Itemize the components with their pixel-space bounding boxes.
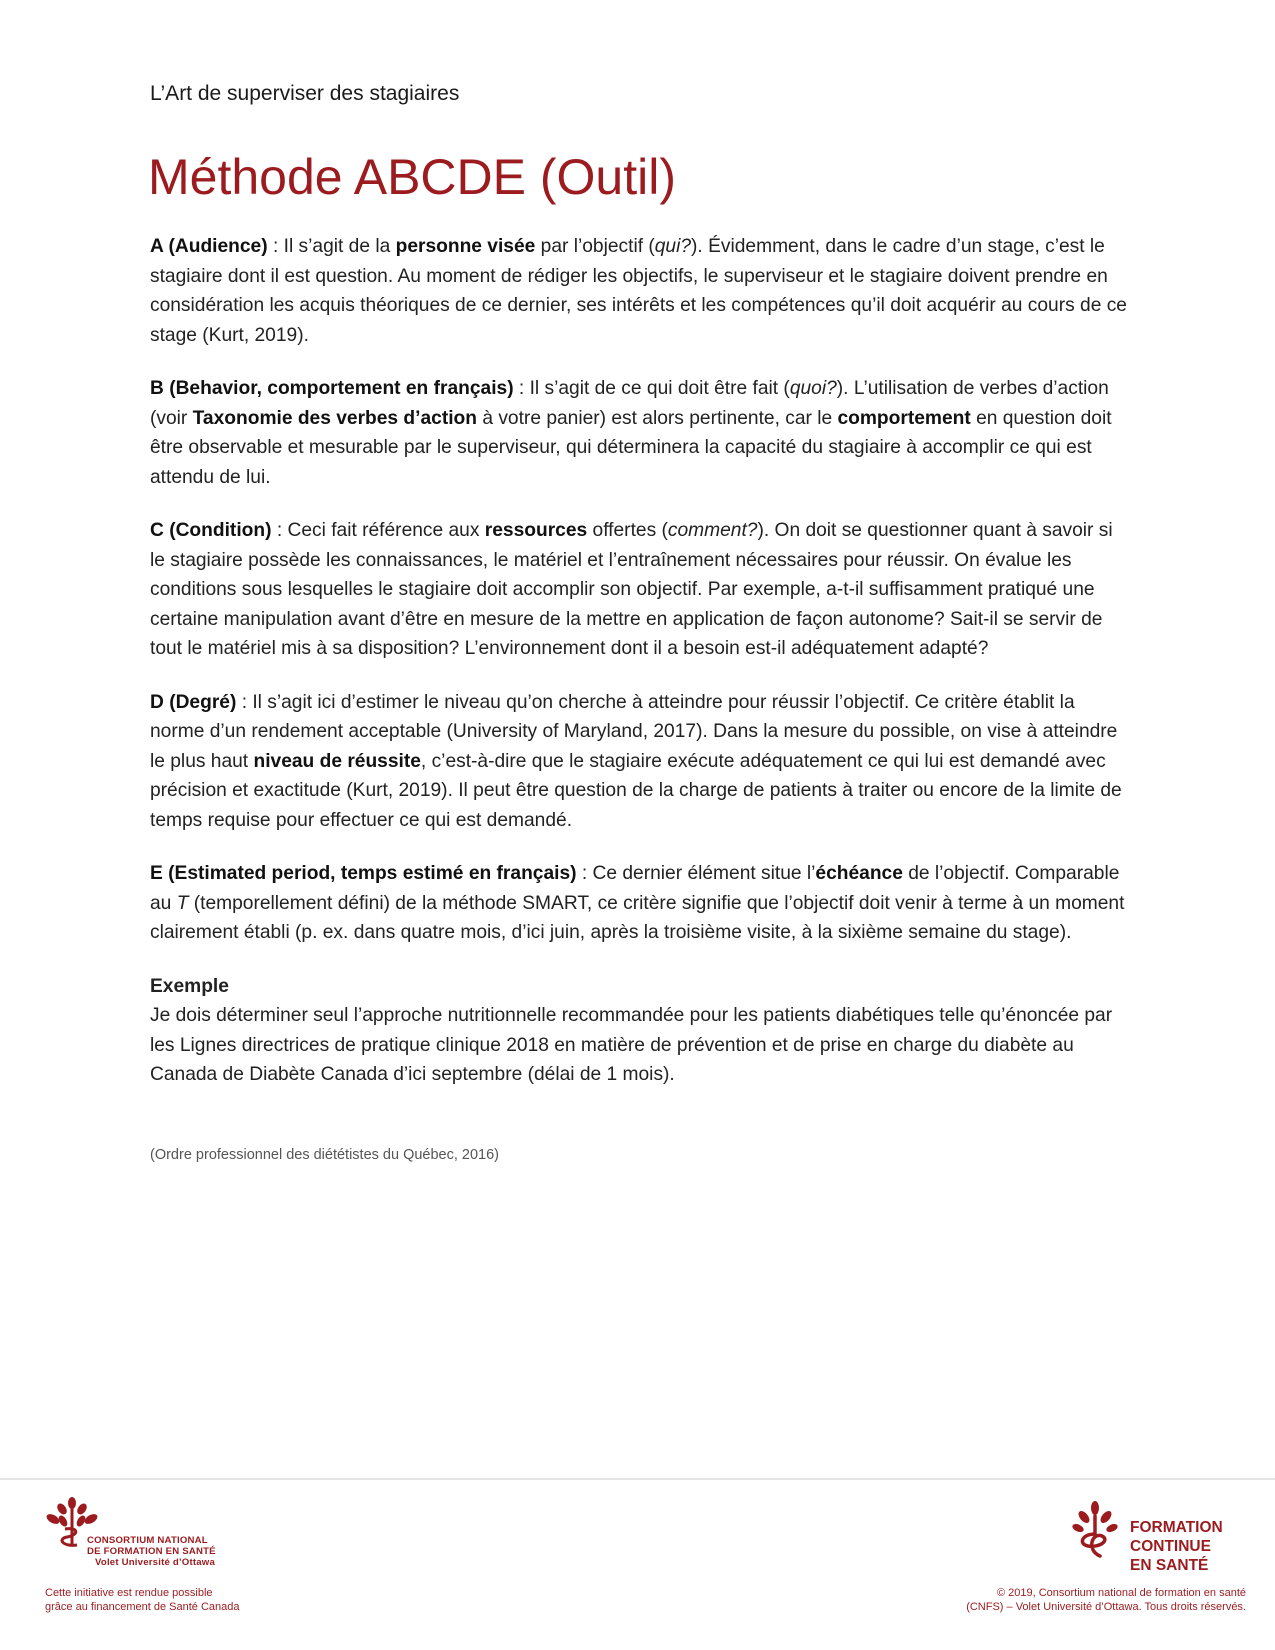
fcs-leaf-icon [1070,1500,1126,1564]
example-title: Exemple [150,975,229,997]
section-a-label: A (Audience) [150,236,268,257]
section-e-label: E (Estimated period, temps estimé en français) [150,863,577,884]
example-text: Je dois déterminer seul l’approche nutritionnelle recommandée pour les patients diabétiques telle qu’énoncée par les Lignes directrices de pratique clinique 2018 en matière de prévention et de prise en charge du diabète au Canada de Diabète Canada d’ici septembre (délai de 1 mois). [150,1005,1113,1085]
course-title: L’Art de superviser des stagiaires [150,82,460,105]
section-c-label: C (Condition) [150,520,272,541]
copyright-notice: © 2019, Consortium national de formation en santé (CNFS) – Volet Université d’Ottawa. Tous droits réservés. [966,1587,1246,1613]
footer-divider [0,1478,1275,1480]
section-e: E (Estimated period, temps estimé en français) : Ce dernier élément situe l’échéance de l’objectif. Comparable au T (temporellement défini) de la méthode SMART, ce critère signifie que l’objectif doit venir à terme à un moment clairement établi (p. ex. dans quatre mois, d’ici juin, après la troisième visite, à la sixième semaine du stage). [150,863,1125,943]
cnfs-name: CONSORTIUM NATIONAL DE FORMATION EN SANTÉ Volet Université d’Ottawa [87,1535,216,1568]
cnfs-logo [45,1497,345,1569]
example-block [150,972,1130,1090]
page-title: Méthode ABCDE (Outil) [148,149,676,205]
section-b: B (Behavior, comportement en français) : Il s’agit de ce qui doit être fait (quoi?). L’utilisation de verbes d’action (voir Taxonomie des verbes d’action à votre panier) est alors pertinente, car le comportement en question doit être observable et mesurable par le superviseur, qui déterminera la capacité du stagiaire à accomplir ce qui est attendu de lui. [150,378,1112,488]
section-c: C (Condition) : Ceci fait référence aux ressources offertes (comment?). On doit se questionner quant à savoir si le stagiaire possède les connaissances, le matériel et l’entraînement nécessaires pour réussir. On évalue les conditions sous lesquelles le stagiaire doit accomplir son objectif. Par exemple, a-t-il suffisamment pratiqué une certaine manipulation avant d’être en mesure de la mettre en application de façon autonome? Sait-il se servir de tout le matériel mis à sa disposition? L’environnement dont il a besoin est-il adéquatement adapté? [150,520,1113,659]
fcs-logo [1070,1500,1250,1574]
section-d: D (Degré) : Il s’agit ici d’estimer le niveau qu’on cherche à atteindre pour réussir l’objectif. Ce critère établit la norme d’un rendement acceptable (University of Maryland, 2017). Dans la mesure du possible, on vise à atteindre le plus haut niveau de réussite, c’est-à-dire que le stagiaire exécute adéquatement ce qui lui est demandé avec précision et exactitude (Kurt, 2019). Il peut être question de la charge de patients à traiter ou encore de la limite de temps requise pour effectuer ce qui est demandé. [150,691,1122,831]
section-d-label: D (Degré) [150,691,237,713]
section-a: A (Audience) : Il s’agit de la personne visée par l’objectif (qui?). Évidemment, dans le cadre d’un stage, c’est le stagiaire dont il est question. Au moment de rédiger les objectifs, le superviseur et le stagiaire doivent prendre en considération les acquis théoriques de ce dernier, ses intérêts et les compétences qu’il doit acquérir au cours de ce stage (Kurt, 2019). [150,236,1127,346]
citation: (Ordre professionnel des diététistes du Québec, 2016) [150,1147,500,1163]
document-body [150,232,1130,1114]
fcs-name: FORMATION CONTINUE EN SANTÉ [1130,1519,1223,1574]
section-b-label: B (Behavior, comportement en français) [150,378,514,399]
funding-note: Cette initiative est rendue possible grâce au financement de Santé Canada [45,1587,240,1613]
